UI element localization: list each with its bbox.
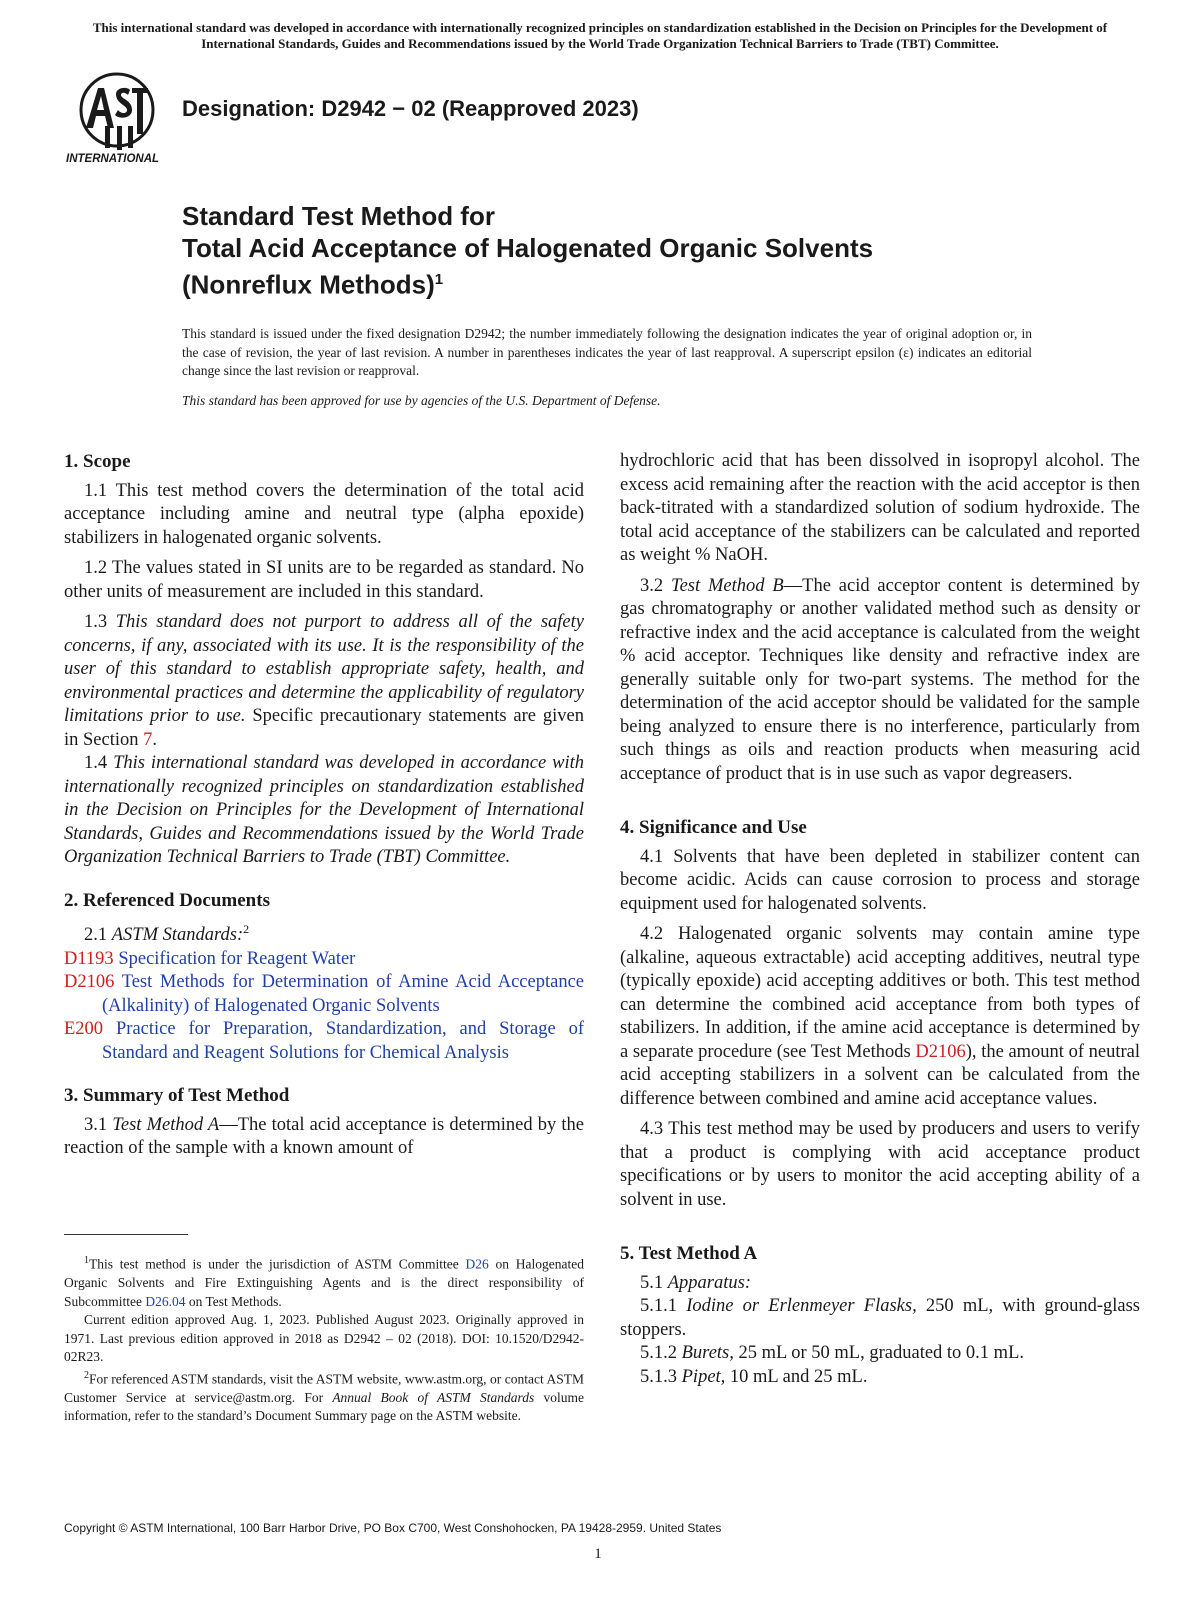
- para-2-1-num: 2.1: [84, 925, 112, 946]
- para-5-1-2-num: 5.1.2: [640, 1343, 682, 1363]
- para-3-1-num: 3.1: [84, 1114, 113, 1135]
- ref-item-d1193: [64, 948, 584, 972]
- dod-note: This standard has been approved for use by agencies of the U.S. Department of Defense.: [182, 393, 661, 408]
- para-5-1-3-num: 5.1.3: [640, 1366, 682, 1387]
- footnote-2-italic: Annual Book of ASTM Standards: [332, 1389, 535, 1405]
- issue-note: This standard is issued under the fixed designation D2942; the number immediately following the designation indicates the year of original adoption or, in the case of revision, the year of last revision. A number in parentheses indicates the year of last reapproval. A superscript epsilon (ε) indicates an editorial change since the last revision or reapproval.: [182, 326, 1032, 378]
- para-1-4-italic: This international standard was developed in accordance with internationally recognized principles on standardization established in the Decision on Principles for the Development of International Standards, Guides and Recommendations issued by the World Trade Organization Technical Barriers to Trade (TBT) Committee.: [64, 753, 585, 867]
- para-4-2-text-a: 4.2 Halogenated organic solvents may contain amine type (alkaline, aqueous extractable) acid accepting additives, neutral type (typically epoxide) acid accepting additives or both. This test method can determine the combined acid acceptance from both types of stabilizers. In addition, if the amine acid acceptance is determined by a separate procedure (see Test Methods: [620, 924, 1140, 1062]
- designation: Designation: D2942 − 02 (Reapproved 2023): [182, 96, 639, 121]
- logo-text: INTERNATIONAL: [66, 153, 160, 165]
- title-line-3: [182, 264, 873, 301]
- para-1-3-num: 1.3: [84, 612, 116, 632]
- section-1-heading: 1. Scope: [64, 451, 131, 472]
- para-5-1-num: 5.1: [640, 1272, 668, 1293]
- footnote-1-text-b: on Halogenated Organic Solvents and Fire Extinguishing Agents and is the direct responsibility of Subcommittee: [64, 1256, 584, 1309]
- title-line-1: Standard Test Method for: [182, 201, 495, 231]
- para-5-1-2-text: 25 mL or 50 mL, graduated to 0.1 mL.: [733, 1343, 1024, 1363]
- ref-item-d2106: [64, 971, 584, 1018]
- section-7-link[interactable]: 7: [143, 729, 153, 750]
- footnote-2-text-a: For referenced ASTM standards, visit the ASTM website, www.astm.org, or contact ASTM Customer Service at service@astm.org. For: [64, 1371, 584, 1405]
- para-1-4-num: 1.4: [84, 753, 114, 773]
- ref-title-d2106[interactable]: Test Methods for Determination of Amine Acid Acceptance (Alkalinity) of Halogenated Organic Solvents: [102, 972, 584, 1016]
- para-1-3-end: .: [152, 729, 158, 750]
- footnote-2: [64, 1367, 584, 1426]
- section-5-heading: 5. Test Method A: [620, 1243, 758, 1264]
- para-5-1-1-num: 5.1.1: [640, 1296, 687, 1316]
- footnote-1-edition: Current edition approved Aug. 1, 2023. Published August 2023. Originally approved in 1971. Last previous edition approved in 2018 as D2942 – 02 (2018). DOI: 10.1520/D2942-02R23.: [64, 1312, 584, 1364]
- para-3-1: [64, 1114, 584, 1161]
- para-5-1-1-text: 250 mL, with ground-glass stoppers.: [620, 1296, 1141, 1340]
- para-3-1-text: —The total acid acceptance is determined by the reaction of the sample with a known amount of: [64, 1114, 585, 1159]
- footnote-1-text-c: on Test Methods.: [185, 1293, 282, 1309]
- footnotes: [64, 1252, 584, 1426]
- astm-logo-icon: [64, 70, 170, 166]
- right-column: [620, 450, 1140, 1389]
- footnote-1: [64, 1252, 584, 1311]
- para-1-3-tail: Specific precautionary statements are given in Section: [64, 706, 584, 750]
- footnote-1-marker: 1: [84, 1255, 89, 1266]
- para-1-2: 1.2 The values stated in SI units are to be regarded as standard. No other units of measurement are included in this standard.: [64, 558, 584, 602]
- para-1-3-italic: This standard does not purport to address all of the safety concerns, if any, associated with its use. It is the responsibility of the user of this standard to establish appropriate safety, health, and environmental practices and determine the applicability of regulatory limitations prior to use.: [64, 612, 584, 726]
- document-title: [182, 200, 873, 301]
- para-5-1-1: [620, 1295, 1140, 1342]
- para-1-4: [64, 752, 584, 870]
- para-5-1-3-italic: Pipet,: [681, 1366, 726, 1387]
- copyright-notice: Copyright © ASTM International, 100 Barr Harbor Drive, PO Box C700, West Conshohocken, PA 19428-2959. United States: [64, 1521, 722, 1535]
- para-3-2-num: 3.2: [640, 575, 671, 596]
- title-footnote-ref[interactable]: 1: [434, 271, 444, 288]
- para-3-1-continued: hydrochloric acid that has been dissolved in isopropyl alcohol. The excess acid remaining after the reaction with the acid acceptor is then back-titrated with a standardized solution of sodium hydroxide. The total acid acceptance of the stabilizers can be calculated and reported as weight % NaOH.: [620, 451, 1140, 565]
- para-4-2-text-b: ), the amount of neutral acid accepting stabilizers in a solvent can be calculated from the difference between combined and amine acid acceptance values.: [620, 1041, 1140, 1109]
- para-5-1-1-italic: Iodine or Erlenmeyer Flasks,: [686, 1296, 917, 1316]
- committee-d26-link[interactable]: D26: [465, 1256, 489, 1272]
- para-2-1: [64, 918, 584, 948]
- footnote-2-ref[interactable]: 2: [243, 922, 250, 936]
- footnote-2-marker: 2: [84, 1369, 89, 1381]
- d2106-link[interactable]: D2106: [915, 1041, 966, 1062]
- ref-code-e200[interactable]: E200: [64, 1019, 104, 1040]
- page-number: 1: [594, 1546, 602, 1562]
- para-5-1-3-text: 10 mL and 25 mL.: [725, 1366, 868, 1387]
- tbt-notice: This international standard was developed in accordance with internationally recognized principles on standardization established in the Decision on Principles for the Development of International Standards, Guides and Recommendations issued by the World Trade Organization Technical Barriers to Trade (TBT) Committee.: [92, 20, 1108, 51]
- para-5-1-italic: Apparatus:: [667, 1272, 751, 1293]
- para-3-2: [620, 575, 1140, 787]
- footnote-divider: [64, 1234, 188, 1235]
- ref-item-e200: [64, 1018, 584, 1065]
- section-4-heading: 4. Significance and Use: [620, 817, 807, 838]
- para-1-3: [64, 611, 584, 752]
- ref-title-d1193[interactable]: Specification for Reagent Water: [113, 948, 356, 969]
- footnote-2-text-b: volume information, refer to the standard’s Document Summary page on the ASTM website.: [64, 1389, 584, 1423]
- title-line-3-text: (Nonreflux Methods): [182, 269, 435, 300]
- footnote-1-text-a: This test method is under the jurisdiction of ASTM Committee: [89, 1256, 466, 1272]
- para-2-1-italic: ASTM Standards:: [111, 925, 244, 946]
- para-4-1: 4.1 Solvents that have been depleted in stabilizer content can become acidic. Acids can cause corrosion to process and storage equipment used for halogenated solvents.: [620, 846, 1140, 914]
- para-5-1-3: [620, 1366, 1140, 1390]
- para-3-2-italic: Test Method B: [670, 575, 784, 596]
- section-3-heading: 3. Summary of Test Method: [64, 1085, 290, 1107]
- subcommittee-d26-04-link[interactable]: D26.04: [145, 1293, 186, 1309]
- para-3-1-italic: Test Method A: [112, 1114, 220, 1135]
- section-2-heading: 2. Referenced Documents: [64, 889, 270, 911]
- para-5-1: [620, 1272, 1140, 1296]
- ref-code-d1193[interactable]: D1193: [64, 948, 114, 969]
- title-line-2: Total Acid Acceptance of Halogenated Organic Solvents: [182, 233, 874, 263]
- left-column: [64, 450, 584, 1161]
- para-3-2-text: —The acid acceptor content is determined by gas chromatography or another validated method such as density or refractive index and the acid acceptance is calculated from the weight % acid acceptor. Techniques like density and refractive index are generally suitable only for two-part systems. The method for the determination of the acid acceptor should be validated for the sample being analyzed to ensure there is no interference, particularly from such things as oils and reaction products when measuring acid acceptance of product that is in use such as vapor degreasers.: [620, 575, 1140, 784]
- para-5-1-2-italic: Burets,: [681, 1343, 734, 1363]
- para-4-2: [620, 923, 1140, 1111]
- ref-code-d2106[interactable]: D2106: [64, 972, 115, 993]
- para-1-1: 1.1 This test method covers the determination of the total acid acceptance including amine and neutral type (alpha epoxide) stabilizers in halogenated organic solvents.: [64, 480, 584, 548]
- para-5-1-2: [620, 1342, 1140, 1366]
- ref-title-e200[interactable]: Practice for Preparation, Standardization, and Storage of Standard and Reagent Solutions for Chemical Analysis: [102, 1019, 584, 1063]
- astm-logo: [64, 70, 170, 166]
- para-4-3: 4.3 This test method may be used by producers and users to verify that a product is complying with acid acceptance product specifications or by users to monitor the acid accepting ability of a solvent in use.: [620, 1119, 1140, 1210]
